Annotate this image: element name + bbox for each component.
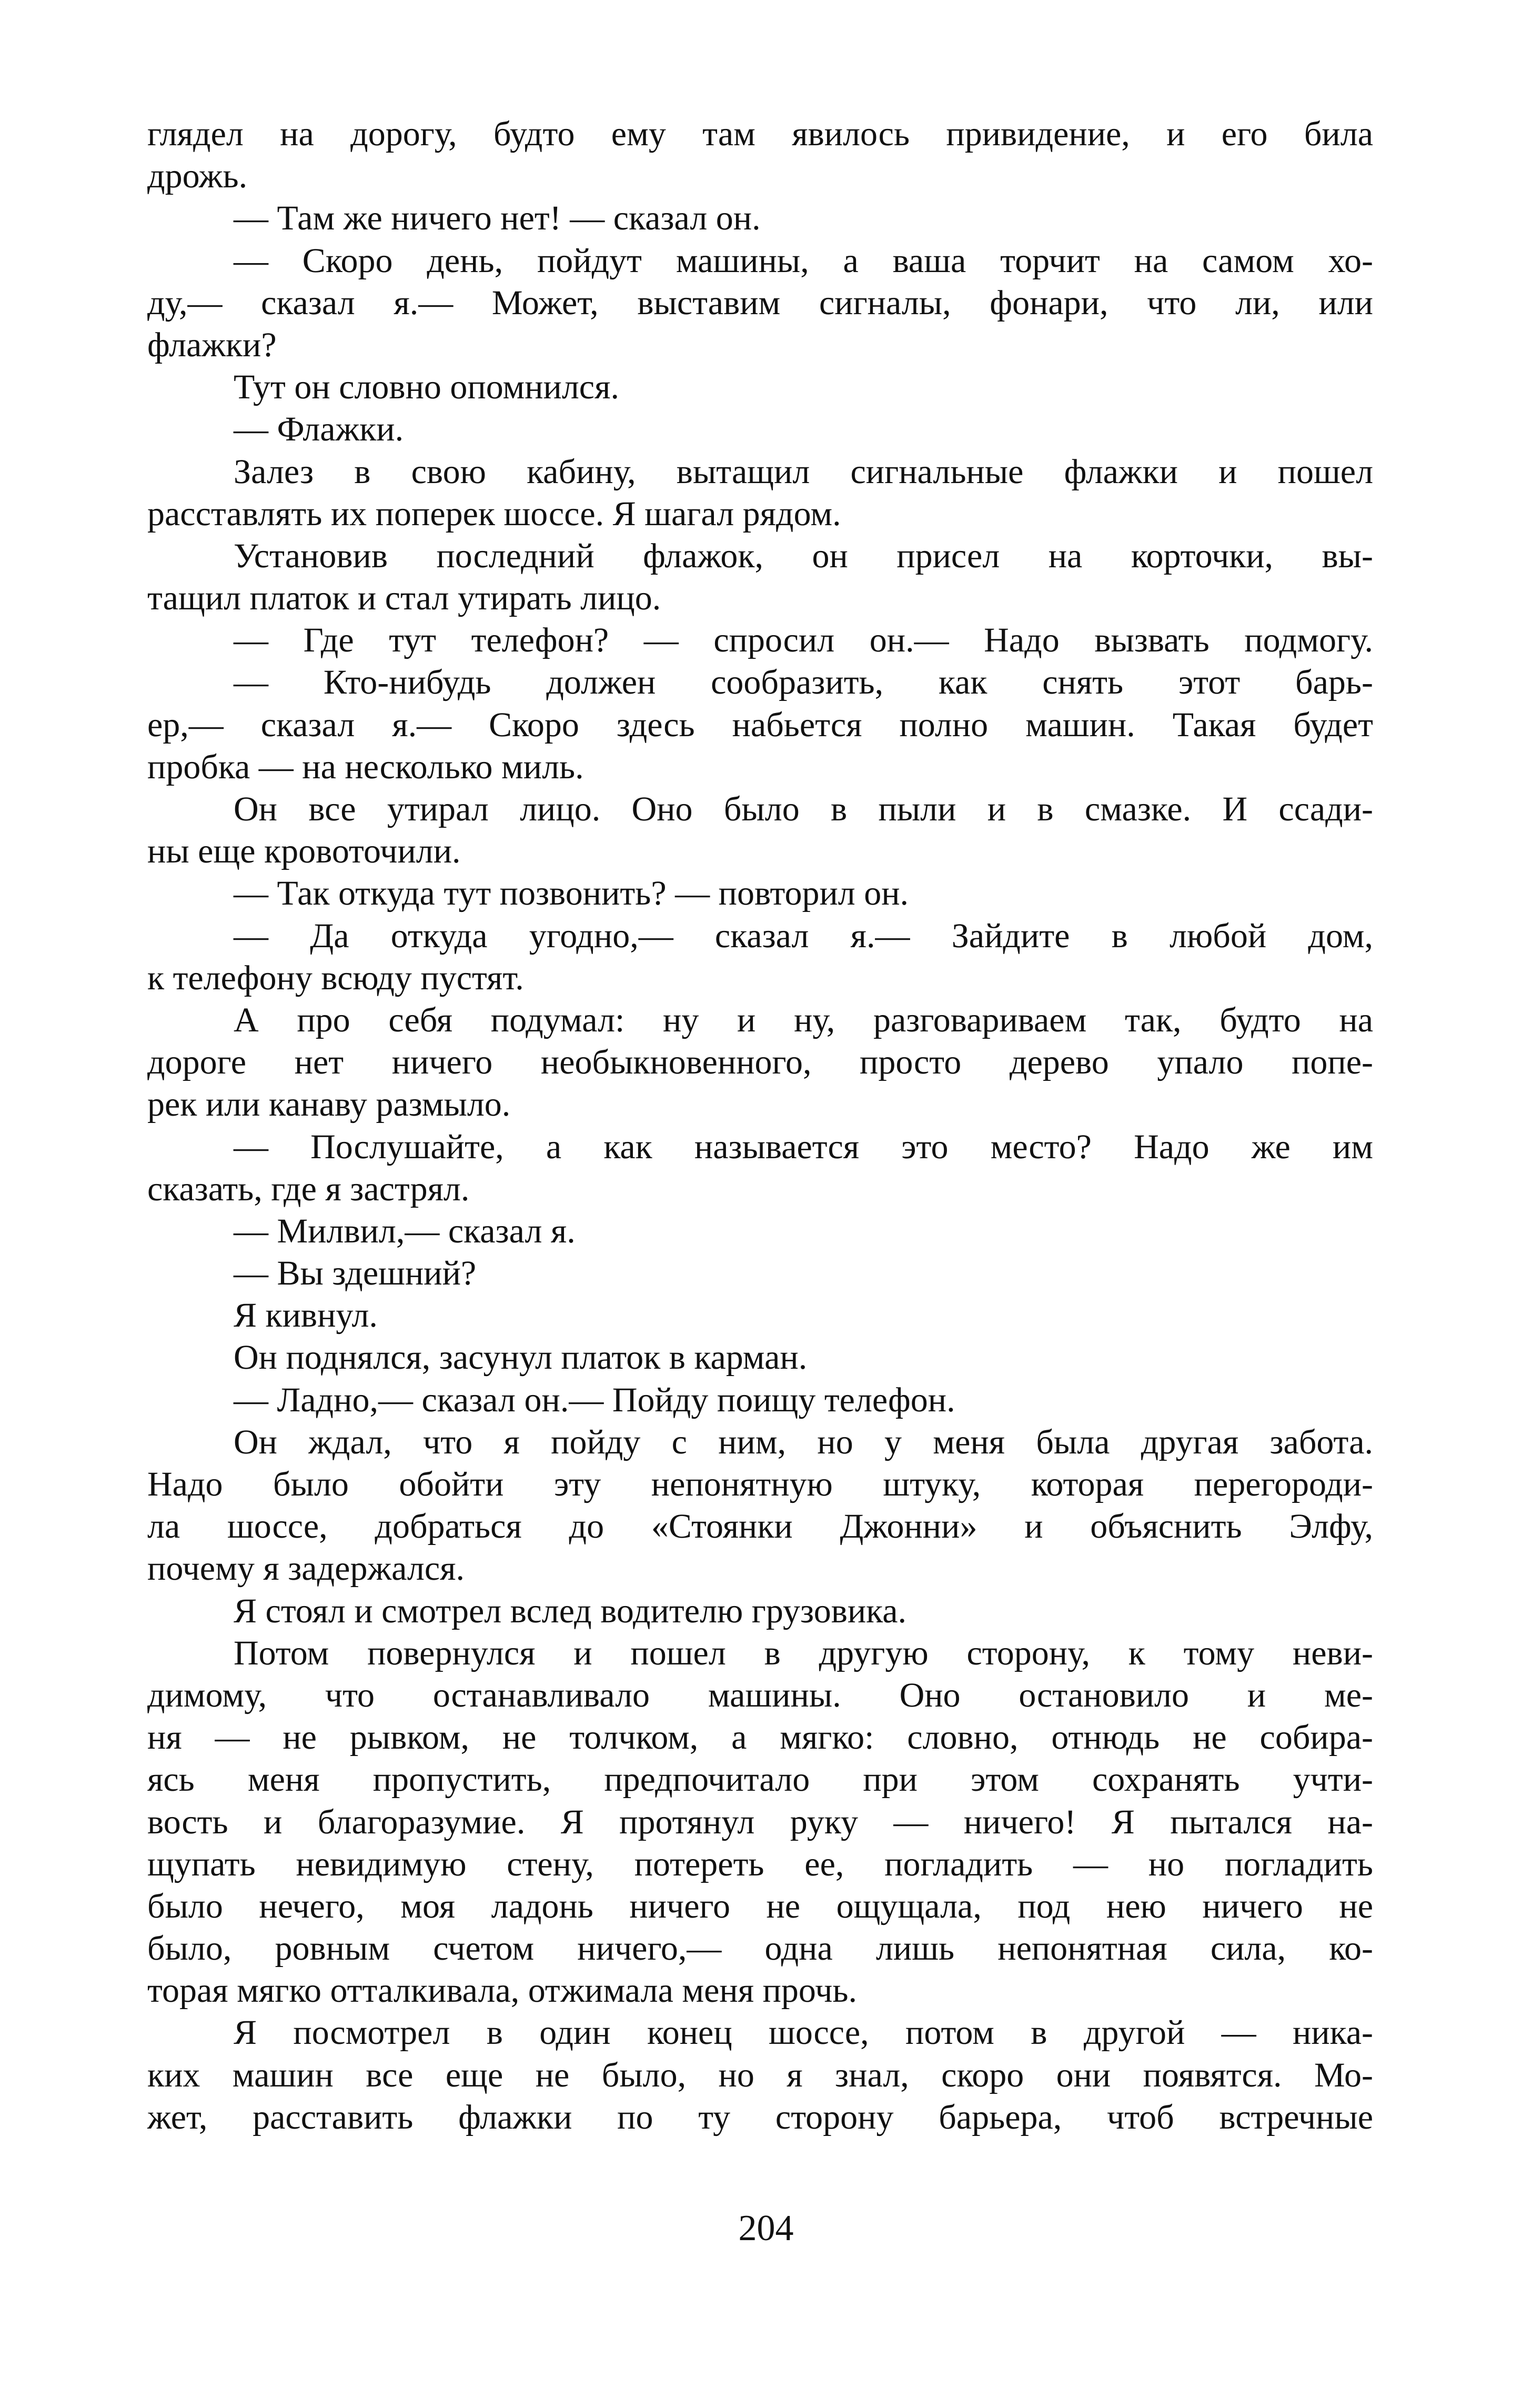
text-line: — Ладно,— сказал он.— Пойду поищу телефон. [234, 1380, 955, 1419]
text-line: ер,— сказал я.— Скоро здесь набьется полно машин. Такая будет [147, 705, 1373, 744]
text-line: ня — не рывком, не толчком, а мягко: словно, отнюдь не собира- [147, 1718, 1373, 1757]
text-line: Я кивнул. [234, 1296, 378, 1335]
text-line: — Где тут телефон? — спросил он.— Надо вызвать подмогу. [234, 621, 1373, 660]
text-line: Я стоял и смотрел вслед водителю грузовика. [234, 1591, 907, 1630]
text-line: жет, расставить флажки по ту сторону барьера, чтоб встречные [147, 2098, 1373, 2136]
text-line: почему я задержался. [147, 1549, 465, 1588]
text-line: тащил платок и стал утирать лицо. [147, 579, 661, 618]
text-line: вость и благоразумие. Я протянул руку — ничего! Я пытался на- [147, 1802, 1373, 1841]
text-line: сказать, где я застрял. [147, 1169, 470, 1208]
text-line: Тут он словно опомнился. [234, 368, 619, 407]
text-line: было, ровным счетом ничего,— одна лишь непонятная сила, ко- [147, 1929, 1373, 1968]
text-line: пробка — на несколько миль. [147, 747, 584, 786]
text-line: — Кто-нибудь должен сообразить, как снять этот барь- [234, 663, 1373, 702]
text-line: Он поднялся, засунул платок в карман. [234, 1338, 808, 1377]
text-line: Установив последний флажок, он присел на корточки, вы- [234, 536, 1373, 575]
text-line: глядел на дорогу, будто ему там явилось привидение, и его била [147, 115, 1373, 153]
page-number: 204 [738, 2208, 794, 2249]
text-line: — Послушайте, а как называется это место? Надо же им [234, 1127, 1373, 1166]
text-line: расставлять их поперек шоссе. Я шагал рядом. [147, 494, 841, 533]
text-line: димому, что останавливало машины. Оно остановило и ме- [147, 1675, 1373, 1714]
text-line: — Там же ничего нет! — сказал он. [234, 199, 761, 238]
text-line: Надо было обойти эту непонятную штуку, которая перегороди- [147, 1465, 1373, 1503]
text-line: рек или канаву размыло. [147, 1085, 511, 1124]
text-line: дрожь. [147, 157, 248, 196]
text-line: — Милвил,— сказал я. [234, 1211, 576, 1250]
text-line: было нечего, моя ладонь ничего не ощущала, под нею ничего не [147, 1887, 1373, 1925]
text-line: — Флажки. [234, 410, 404, 449]
text-line: Он все утирал лицо. Оно было в пыли и в смазке. И ссади- [234, 790, 1373, 828]
text-line: ны еще кровоточили. [147, 832, 461, 871]
text-line: к телефону всюду пустят. [147, 958, 524, 997]
text-line: Я посмотрел в один конец шоссе, потом в другой — ника- [234, 2013, 1373, 2052]
text-line: щупать невидимую стену, потереть ее, погладить — но погладить [147, 1844, 1373, 1883]
text-line: — Скоро день, пойдут машины, а ваша торчит на самом хо- [234, 241, 1373, 280]
text-line: — Вы здешний? [234, 1254, 477, 1293]
text-line: ду,— сказал я.— Может, выставим сигналы, фонари, что ли, или [147, 283, 1373, 322]
text-line: ясь меня пропустить, предпочитало при этом сохранять учти- [147, 1760, 1373, 1799]
body-text [147, 113, 1373, 2139]
text-line: торая мягко отталкивала, отжимала меня прочь. [147, 1971, 858, 2010]
text-line: Залез в свою кабину, вытащил сигнальные флажки и пошел [234, 452, 1373, 491]
text-line: флажки? [147, 325, 277, 364]
text-line: А про себя подумал: ну и ну, разговариваем так, будто на [234, 1000, 1373, 1039]
text-line: — Так откуда тут позвонить? — повторил он. [234, 874, 909, 913]
text-line: Потом повернулся и пошел в другую сторону, к тому неви- [234, 1633, 1373, 1672]
text-line: Он ждал, что я пойду с ним, но у меня была другая забота. [234, 1422, 1373, 1461]
text-line: ла шоссе, добраться до «Стоянки Джонни» и объяснить Элфу, [147, 1507, 1373, 1546]
text-line: — Да откуда угодно,— сказал я.— Зайдите в любой дом, [234, 916, 1373, 955]
text-line: ких машин все еще не было, но я знал, скоро они появятся. Мо- [147, 2055, 1373, 2094]
text-line: дороге нет ничего необыкновенного, просто дерево упало попе- [147, 1043, 1373, 1082]
